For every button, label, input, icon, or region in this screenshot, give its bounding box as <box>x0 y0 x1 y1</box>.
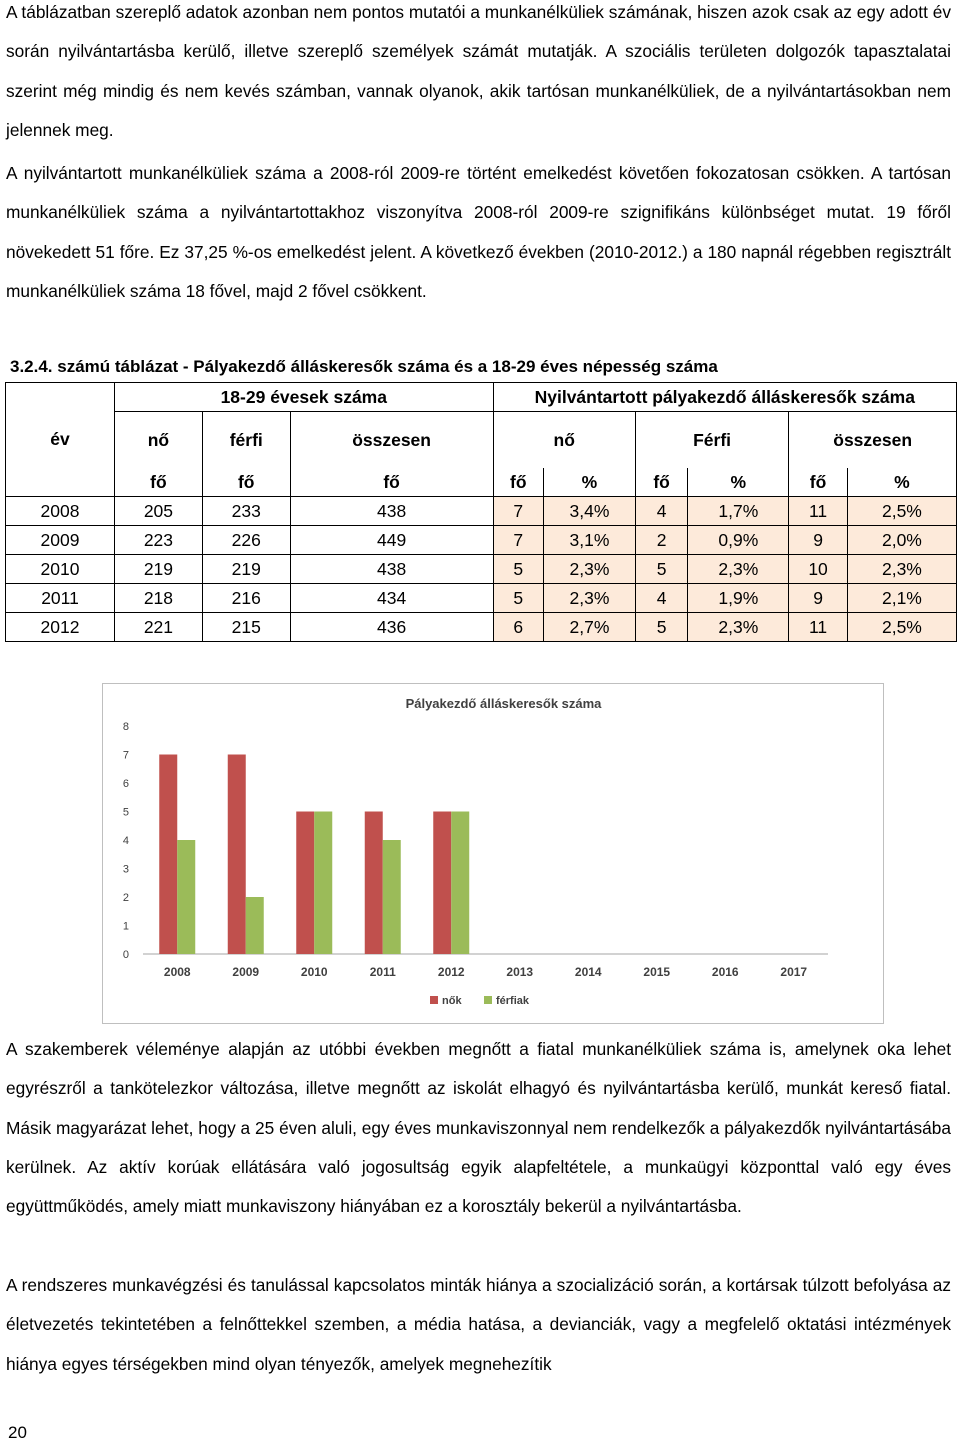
legend-swatch <box>430 996 438 1004</box>
table-cell: 6 <box>493 613 543 642</box>
bar-ferfiak <box>451 812 469 955</box>
table-cell: 438 <box>290 497 493 526</box>
unit-cell: % <box>688 468 789 497</box>
table-cell: 2,3% <box>544 584 636 613</box>
x-tick-label: 2014 <box>574 965 602 979</box>
table-cell: 436 <box>290 613 493 642</box>
table-cell: 0,9% <box>688 526 789 555</box>
y-tick-label: 5 <box>122 806 129 819</box>
row-year: 2012 <box>6 613 115 642</box>
table-cell: 5 <box>635 555 687 584</box>
table-row <box>6 584 957 613</box>
header-group-registered: Nyilvántartott pályakezdő álláskeresők száma <box>493 383 956 412</box>
table-cell: 4 <box>635 497 687 526</box>
x-tick-label: 2013 <box>506 965 534 979</box>
legend-swatch <box>484 996 492 1004</box>
table-row <box>6 613 957 642</box>
table-cell: 9 <box>789 526 848 555</box>
table-cell: 3,1% <box>544 526 636 555</box>
table-cell: 2,1% <box>847 584 956 613</box>
bar-nok <box>159 755 177 955</box>
table-cell: 11 <box>789 497 848 526</box>
x-tick-label: 2010 <box>300 965 328 979</box>
table-cell: 5 <box>635 613 687 642</box>
unit-cell: % <box>847 468 956 497</box>
paragraph-2: A nyilvántartott munkanélküliek száma a 2008-ról 2009-re történt emelkedést követően fokozatosan csökken. A tartósan munkanélküliek száma a nyilvántartottakhoz viszonyítva 2008-ról 2009-re szignifikáns különbséget mutat. 19 főről növekedett 51 főre. Ez 37,25 %-os emelkedést jelent. A következő években (2010-2012.) a 180 napnál régebben regisztrált munkanélküliek száma 18 fővel, majd 2 fővel csökkent. <box>6 163 951 301</box>
bar-ferfiak <box>383 840 401 954</box>
table-row <box>6 526 957 555</box>
y-tick-label: 4 <box>122 835 129 847</box>
table-cell: 2,0% <box>847 526 956 555</box>
table-cell: 1,7% <box>688 497 789 526</box>
table-cell: 1,9% <box>688 584 789 613</box>
table-row <box>6 497 957 526</box>
x-tick-label: 2008 <box>163 965 191 979</box>
table-cell: 205 <box>115 497 203 526</box>
bar-chart <box>103 684 883 1023</box>
table-header-row-1 <box>6 383 957 412</box>
x-tick-label: 2011 <box>369 965 396 979</box>
table-cell: 223 <box>115 526 203 555</box>
unit-cell: fő <box>202 468 290 497</box>
table-cell: 9 <box>789 584 848 613</box>
row-year: 2011 <box>6 584 115 613</box>
row-year: 2010 <box>6 555 115 584</box>
table-cell: 3,4% <box>544 497 636 526</box>
table-cell: 7 <box>493 526 543 555</box>
table-cell: 4 <box>635 584 687 613</box>
bar-nok <box>228 755 246 955</box>
header-col: férfi <box>202 412 290 469</box>
paragraph-4: A rendszeres munkavégzési és tanulással kapcsolatos minták hiánya a szocializáció során, a kortársak túlzott befolyása az életvezetés tekintetében a felnőttekkel szemben, a média hatása, a devianciák, vagy a megfelelő oktatási intézmények hiánya egyes térségekben mind olyan tényezők, amelyek megnehezítik <box>6 1275 951 1374</box>
table-cell: 7 <box>493 497 543 526</box>
data-table <box>5 382 957 642</box>
table-cell: 218 <box>115 584 203 613</box>
bar-ferfiak <box>314 812 332 955</box>
header-col: Férfi <box>635 412 788 469</box>
table-caption: 3.2.4. számú táblázat - Pályakezdő álláskeresők száma és a 18-29 éves népesség száma <box>10 357 718 376</box>
y-tick-label: 7 <box>122 749 129 762</box>
table-cell: 434 <box>290 584 493 613</box>
header-group-population: 18-29 évesek száma <box>115 383 494 412</box>
x-tick-label: 2015 <box>643 965 671 979</box>
unit-cell: fő <box>115 468 203 497</box>
unit-spacer <box>6 468 115 497</box>
table-header-row-2 <box>6 412 957 469</box>
bar-nok <box>296 812 314 955</box>
row-year: 2009 <box>6 526 115 555</box>
header-col: összesen <box>789 412 957 469</box>
x-tick-label: 2017 <box>780 965 808 979</box>
header-col: összesen <box>290 412 493 469</box>
table-cell: 2,3% <box>688 613 789 642</box>
table-row <box>6 555 957 584</box>
table-cell: 2,5% <box>847 613 956 642</box>
table-cell: 2,7% <box>544 613 636 642</box>
table-cell: 11 <box>789 613 848 642</box>
unit-cell: fő <box>493 468 543 497</box>
table-cell: 2,3% <box>544 555 636 584</box>
header-col: nő <box>115 412 203 469</box>
bar-nok <box>365 812 383 955</box>
y-tick-label: 1 <box>122 920 129 933</box>
table-cell: 221 <box>115 613 203 642</box>
paragraph-1: A táblázatban szereplő adatok azonban nem pontos mutatói a munkanélküliek számának, hiszen azok csak az egy adott év során nyilvántartásba kerülő, illetve szereplő személyek számát mutatják. A szociális területen dolgozók tapasztalatai szerint még mindig és nem kevés számban, vannak olyanok, akik tartósan munkanélküliek, de a nyilvántartásokban nem jelennek meg. <box>6 2 951 140</box>
year-header-spacer <box>6 383 115 412</box>
table-cell: 2 <box>635 526 687 555</box>
table-cell: 215 <box>202 613 290 642</box>
table-header-row-3 <box>6 468 957 497</box>
bar-nok <box>433 812 451 955</box>
table-cell: 219 <box>202 555 290 584</box>
page-number: 20 <box>8 1423 27 1442</box>
y-tick-label: 0 <box>122 949 129 961</box>
paragraph-3: A szakemberek véleménye alapján az utóbbi években megnőtt a fiatal munkanélküliek száma is, amelynek oka lehet egyrészről a tankötelezkor változása, illetve megnőtt az iskolát elhagyó és nyilvántartásba kerülő, munkát kereső fiatal. Másik magyarázat lehet, hogy a 25 éven aluli, egy éves munkaviszonnyal nem rendelkezők a pályakezdők nyilvántartásába kerülnek. Az aktív korúak ellátására való jogosultság egyik alapfeltétele, a munkaügyi központtal való egy éves együttműködés, amely miatt munkaviszony hiányában ez a korosztály bekerül a nyilvántartásba. <box>6 1039 951 1217</box>
y-tick-label: 2 <box>122 892 129 904</box>
x-tick-label: 2016 <box>711 965 739 979</box>
unit-cell: fő <box>789 468 848 497</box>
y-tick-label: 8 <box>122 721 129 733</box>
unit-cell: fő <box>290 468 493 497</box>
table-cell: 233 <box>202 497 290 526</box>
unit-cell: % <box>544 468 636 497</box>
row-year: 2008 <box>6 497 115 526</box>
bar-ferfiak <box>177 840 195 954</box>
header-year: év <box>6 412 115 469</box>
chart-title: Pályakezdő álláskeresők száma <box>405 696 602 711</box>
table-body <box>6 497 957 642</box>
x-tick-label: 2009 <box>232 965 260 979</box>
table-cell: 2,3% <box>688 555 789 584</box>
y-tick-label: 6 <box>122 778 129 790</box>
x-tick-label: 2012 <box>437 965 465 979</box>
table-cell: 216 <box>202 584 290 613</box>
table-cell: 449 <box>290 526 493 555</box>
unit-cell: fő <box>635 468 687 497</box>
table-cell: 5 <box>493 584 543 613</box>
bar-ferfiak <box>246 897 264 954</box>
table-cell: 219 <box>115 555 203 584</box>
table-cell: 226 <box>202 526 290 555</box>
y-tick-label: 3 <box>122 863 129 876</box>
table-cell: 2,3% <box>847 555 956 584</box>
chart-container <box>102 683 884 1024</box>
table-cell: 438 <box>290 555 493 584</box>
table-cell: 5 <box>493 555 543 584</box>
legend-label: férfiak <box>496 995 530 1007</box>
legend-label: nők <box>442 995 462 1007</box>
table-cell: 2,5% <box>847 497 956 526</box>
header-col: nő <box>493 412 635 469</box>
table-cell: 10 <box>789 555 848 584</box>
